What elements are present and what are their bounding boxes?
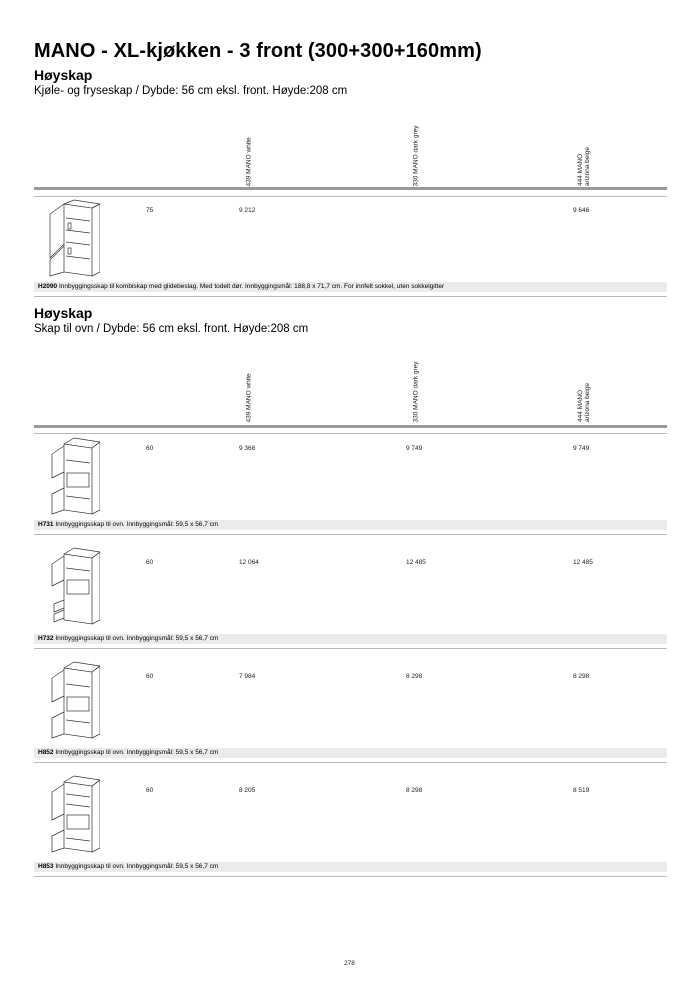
row-divider [34,876,667,877]
width-value: 60 [146,559,154,566]
product-description-text: Innbyggingsskap til ovn. Innbyggingsmål: 59,5 x 56,7 cm [55,863,219,870]
section-subtitle: Skap til ovn / Dybde: 56 cm eksl. front. Høyde:208 cm [34,323,309,335]
header-divider [34,187,667,190]
row-divider [34,648,667,649]
section-title: Høyskap [34,305,93,321]
row-divider [34,762,667,763]
price-white: 9 212 [239,207,256,214]
oven-cabinet-icon [40,660,100,740]
price-white: 7 984 [239,673,256,680]
product-description [34,862,667,872]
price-dark-grey: 8 298 [406,673,423,680]
section-title: Høyskap [34,67,93,83]
column-header-arizona-beige: 444 MANO arizona beige [577,146,591,186]
row-divider [34,433,667,434]
product-code: H852 [38,749,54,756]
price-arizona-beige: 8 519 [573,787,590,794]
oven-cabinet-drawers-icon [40,546,100,626]
price-arizona-beige: 12 485 [573,559,593,566]
product-description [34,282,667,292]
price-arizona-beige: 8 298 [573,673,590,680]
price-arizona-beige: 9 646 [573,207,590,214]
oven-cabinet-icon [40,774,100,854]
price-dark-grey: 8 298 [406,787,423,794]
product-description [34,520,667,530]
oven-cabinet-icon [40,436,100,516]
section-subtitle: Kjøle- og fryseskap / Dybde: 56 cm eksl. front. Høyde:208 cm [34,85,348,97]
column-header-arizona-beige: 444 MANO arizona beige [577,382,591,422]
column-header-dark-grey: 330 MANO dark grey [412,124,420,186]
product-description [34,748,667,758]
row-divider [34,534,667,535]
product-code: H731 [38,521,54,528]
width-value: 75 [146,207,154,214]
column-header-white: 439 MANO white [245,136,253,186]
width-value: 60 [146,445,154,452]
fridge-freezer-cabinet-icon [40,198,100,278]
product-code: H732 [38,635,54,642]
product-description-text: Innbyggingsskap til ovn. Innbyggingsmål: 59,5 x 56,7 cm [55,521,219,528]
price-white: 12 064 [239,559,259,566]
row-divider [34,196,667,197]
price-dark-grey: 12 485 [406,559,426,566]
product-description [34,634,667,644]
product-code: H2090 [38,283,58,290]
page-title: MANO - XL-kjøkken - 3 front (300+300+160mm) [34,40,482,62]
column-header-dark-grey: 330 MANO dark grey [412,360,420,422]
header-divider [34,425,667,428]
price-dark-grey: 9 749 [406,445,423,452]
price-arizona-beige: 9 749 [573,445,590,452]
row-divider [34,296,667,297]
product-code: H853 [38,863,54,870]
price-white: 9 368 [239,445,256,452]
width-value: 60 [146,673,154,680]
product-description-text: Innbyggingsskap til ovn. Innbyggingsmål: 59,5 x 56,7 cm [55,635,219,642]
product-description-text: Innbyggingsskap til kombiskap med glidebeslag. Med todelt dør. Innbyggingsmål: 188,8 x 71,7 cm. For innfelt sokkel, uten sokkelgitter [58,283,445,290]
column-header-white: 439 MANO white [245,372,253,422]
product-description-text: Innbyggingsskap til ovn. Innbyggingsmål: 59,5 x 56,7 cm [55,749,219,756]
width-value: 60 [146,787,154,794]
price-white: 8 205 [239,787,256,794]
page-number: 278 [344,960,355,967]
